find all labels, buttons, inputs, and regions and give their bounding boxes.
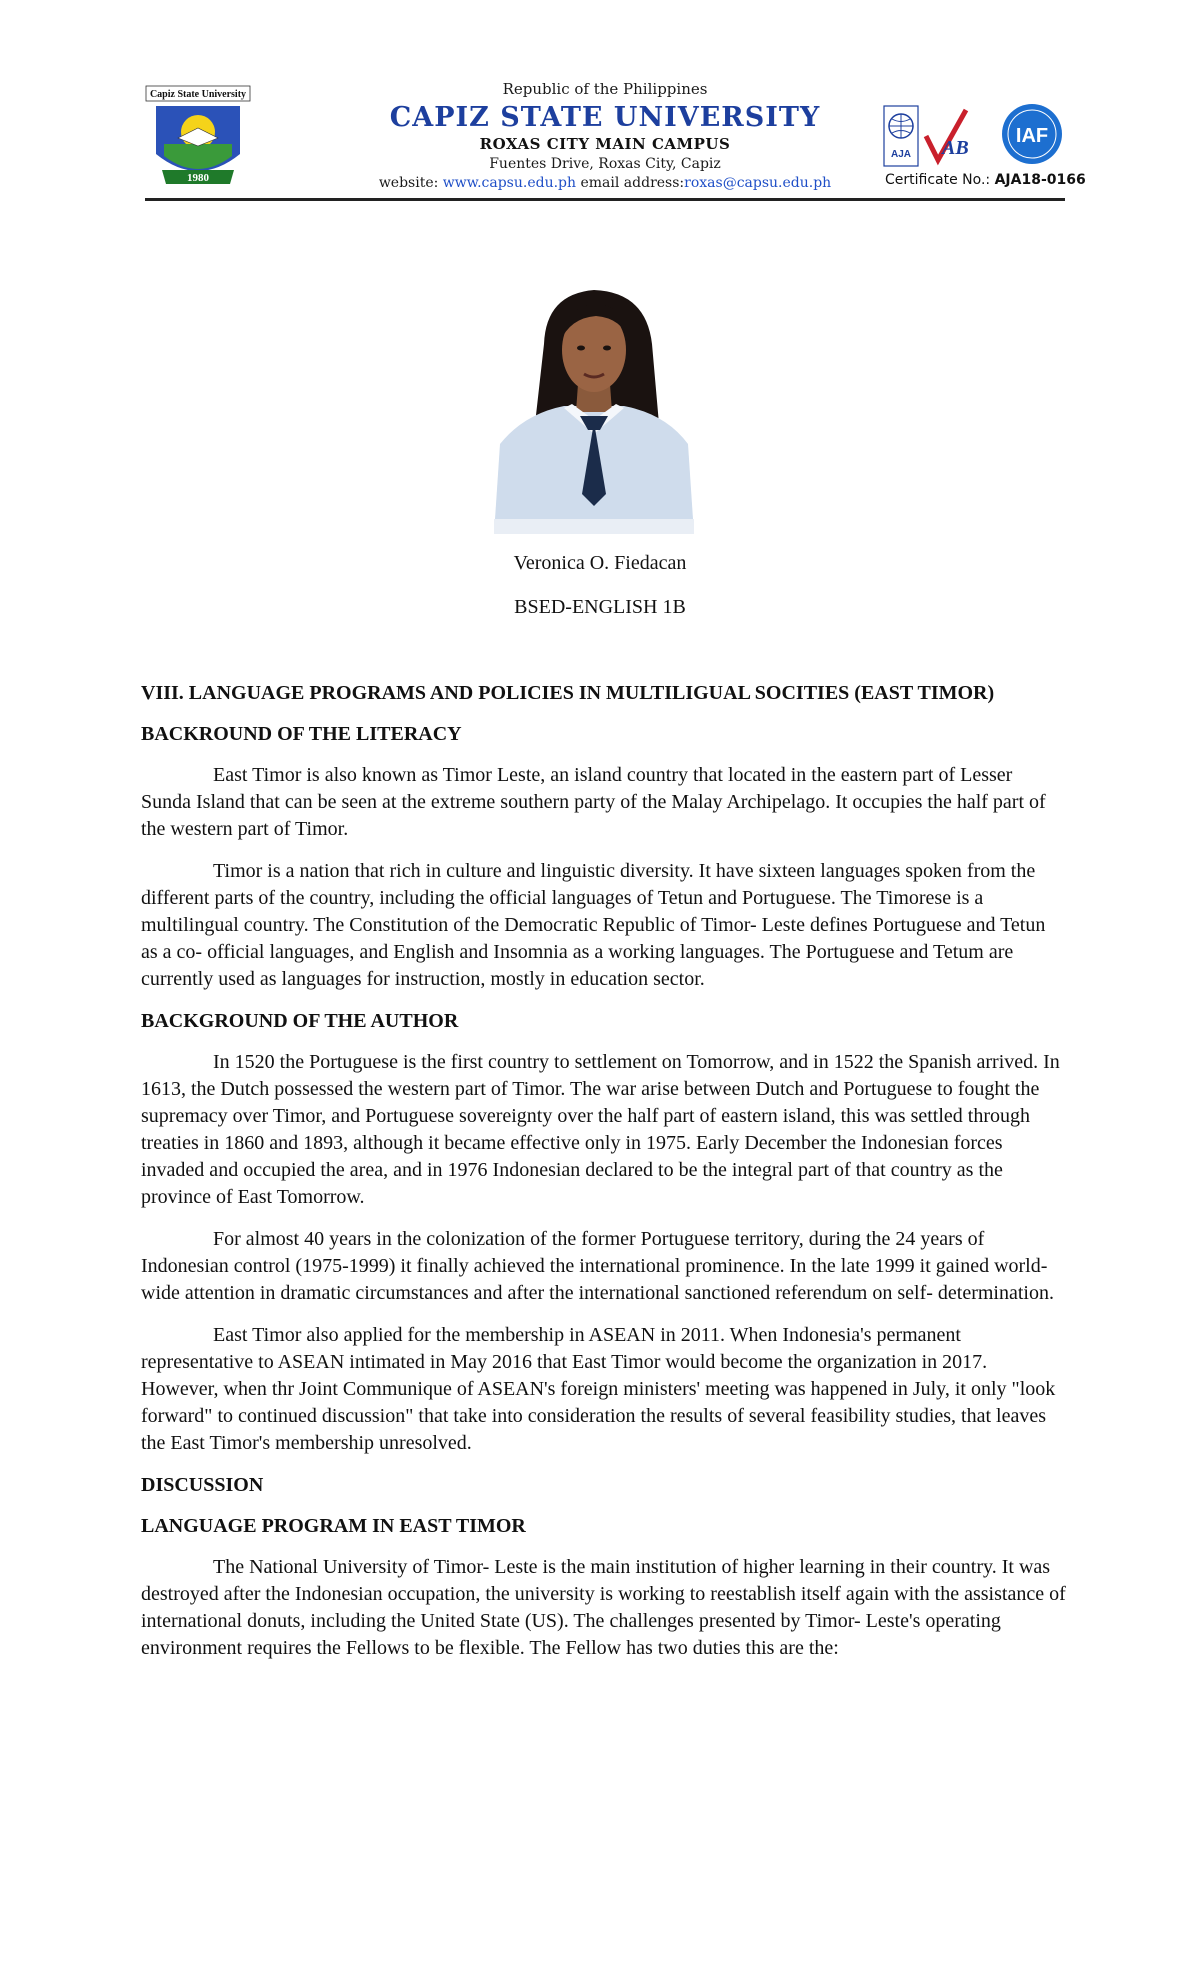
svg-text:AB: AB xyxy=(942,137,969,159)
paragraph: The National University of Timor- Leste is the main institution of higher learning in their country. It was destroyed after the Indonesian occupation, the university is working to reestablish itself again with the assistance of international donuts, including the United State (US). The challenges presented by Timor- Leste's operating environment requires the Fellows to be flexible. The Fellow has two duties this are the: xyxy=(141,1556,1066,1659)
university-seal-logo xyxy=(144,84,252,192)
heading-author-background: BACKGROUND OF THE AUTHOR xyxy=(141,1010,459,1032)
student-name: Veronica O. Fiedacan xyxy=(513,552,687,574)
paragraph: Timor is a nation that rich in culture and linguistic diversity. It have sixteen languages spoken from the different parts of the country, including the official languages of Tetun and Portuguese. The Timorese is a multilingual country. The Constitution of the Democratic Republic of Timor- Leste defines Portuguese and Tetun as a co- official languages, and English and Insomnia as a working languages. The Portuguese and Tetum are currently used as languages for instruction, mostly in education sector. xyxy=(141,860,1046,990)
letterhead-text xyxy=(345,80,865,191)
aja-text: AJA xyxy=(890,149,912,160)
document-body xyxy=(141,680,1066,1677)
paragraph: East Timor also applied for the membership in ASEAN in 2011. When Indonesia's permanent representative to ASEAN intimated in May 2016 that East Timor would become the organization in 2017. However, when thr Joint Communique of ASEAN's foreign ministers' meeting was happened in July, it only "look forward" to continued discussion" that take into consideration the results of several feasibility studies, that leaves the East Timor's membership unresolved. xyxy=(141,1324,1056,1454)
certificate-value: AJA18-0166 xyxy=(994,172,1086,188)
website-label: website: xyxy=(378,175,439,191)
heading-language-program: LANGUAGE PROGRAM IN EAST TIMOR xyxy=(141,1515,526,1537)
email-label: email address: xyxy=(580,175,685,191)
logo-caption: Capiz State University xyxy=(149,89,247,100)
main-title: VIII. LANGUAGE PROGRAMS AND POLICIES IN MULTILIGUAL SOCITIES (EAST TIMOR) xyxy=(141,682,995,704)
heading-discussion: DISCUSSION xyxy=(141,1474,264,1496)
website-link[interactable]: www.capsu.edu.ph xyxy=(442,175,577,191)
certificate-label: Certificate No.: xyxy=(885,172,991,188)
student-photo xyxy=(484,284,704,534)
certificate-number xyxy=(885,172,1086,188)
paragraph: East Timor is also known as Timor Leste, an island country that located in the eastern part of Lesser Sunda Island that can be seen at the extreme southern party of the Malay Archipelago. It occupies the half part of the western part of Timor. xyxy=(141,764,1046,840)
logo-year: 1980 xyxy=(187,172,209,184)
letterhead xyxy=(140,72,1086,202)
header-divider xyxy=(145,198,1065,201)
iaf-text: IAF xyxy=(1015,125,1049,147)
paragraph: For almost 40 years in the colonization of the former Portuguese territory, during the 24 years of Indonesian control (1975-1999) it finally achieved the international prominence. In the late 1999 it gained world- wide attention in dramatic circumstances and after the international sanctioned referendum on self- determination. xyxy=(141,1228,1054,1304)
student-course: BSED-ENGLISH 1B xyxy=(514,596,686,618)
address-line: Fuentes Drive, Roxas City, Capiz xyxy=(489,156,721,172)
email-link[interactable]: roxas@capsu.edu.ph xyxy=(684,175,832,191)
heading-literacy-background: BACKROUND OF THE LITERACY xyxy=(141,723,462,745)
paragraph: In 1520 the Portuguese is the first country to settlement on Tomorrow, and in 1522 the Spanish arrived. In 1613, the Dutch possessed the western part of Timor. The war arise between Dutch and Portuguese to fought the supremacy over Timor, and Portuguese sovereignty over the half part of eastern island, this was settled through treaties in 1860 and 1893, although it became effective only in 1975. Early December the Indonesian forces invaded and occupied the area, and in 1976 Indonesian declared to be the integral part of that country as the province of East Tomorrow. xyxy=(141,1051,1060,1208)
certification-logos xyxy=(882,102,1072,182)
contact-line xyxy=(345,175,865,191)
campus-name: ROXAS CITY MAIN CAMPUS xyxy=(479,135,731,153)
university-name: CAPIZ STATE UNIVERSITY xyxy=(389,102,821,133)
republic-line: Republic of the Philippines xyxy=(502,80,708,98)
